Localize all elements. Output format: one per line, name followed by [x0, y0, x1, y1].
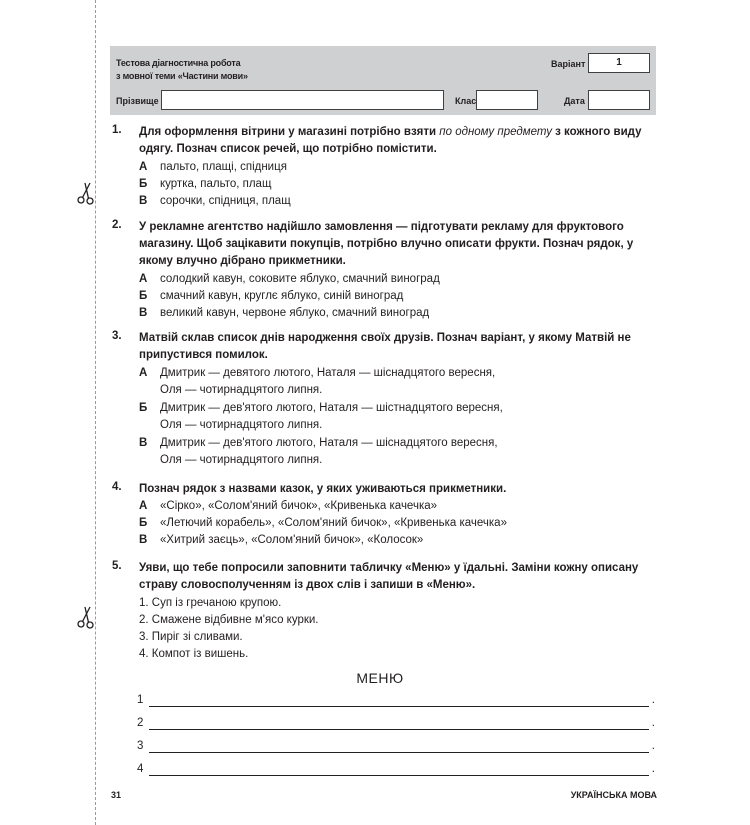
answer-option[interactable]: А Дмитрик — девятого лютого, Наталя — шіснадцятого вересня, Оля — чотирнадцятого липня. — [139, 367, 496, 396]
answer-option[interactable]: В сорочки, спідниця, плащ — [139, 195, 291, 207]
question-text: У рекламне агентство надійшло замовлення — підготувати рекламу для фруктового магазину. Щоб зацікавити покупців, потрібно влучно описати фрукти. Познач рядок, у якому влучно дібрано прикметники. — [139, 221, 634, 267]
menu-entry-line[interactable]: 4 . — [137, 763, 655, 775]
menu-entry-line[interactable]: 2 . — [137, 717, 655, 729]
answer-option[interactable]: Б куртка, пальто, плащ — [139, 178, 272, 190]
dish-description: 1. Суп із гречаною крупою. — [139, 597, 282, 609]
test-header — [110, 46, 656, 115]
title-line: з мовної теми «Частини мови» — [116, 71, 248, 81]
question-text: Познач рядок з назвами казок, у яких уживаються прикметники. — [139, 483, 507, 495]
class-label: Клас — [455, 96, 477, 106]
dish-description: 4. Компот із вишень. — [139, 648, 249, 660]
answer-option[interactable]: Б смачний кавун, круглє яблуко, синій виноград — [139, 290, 404, 302]
question-text: Матвій склав список днів народження своїх друзів. Познач варіант, у якому Матвій не припустився помилок. — [139, 332, 631, 361]
scissors-icon — [76, 606, 98, 630]
question-number: 4. — [112, 481, 122, 493]
surname-label: Прізвище — [116, 96, 159, 106]
answer-option[interactable]: А солодкий кавун, соковите яблуко, смачний виноград — [139, 273, 440, 285]
answer-option[interactable]: В «Хитрий заєць», «Солом'яний бичок», «Колосок» — [139, 534, 424, 546]
dish-description: 3. Пиріг зі сливами. — [139, 631, 243, 643]
menu-title: МЕНЮ — [356, 670, 404, 686]
question-number: 1. — [112, 124, 122, 136]
question-text: Уяви, що тебе попросили заповнити табличку «Меню» у їдальні. Заміни кожну описану страву словосполученням із двох слів і запиши в «Меню». — [139, 562, 639, 591]
answer-option[interactable]: А пальто, плащі, спідниця — [139, 161, 287, 173]
question-number: 5. — [112, 560, 122, 572]
menu-entry-line[interactable]: 3 . — [137, 740, 655, 752]
test-title — [116, 57, 248, 83]
dish-description: 2. Смажене відбивне м'ясо курки. — [139, 614, 319, 626]
answer-option[interactable]: В великий кавун, червоне яблуко, смачний виноград — [139, 307, 430, 319]
subject-label: УКРАЇНСЬКА МОВА — [570, 790, 657, 800]
question-text: Для оформлення вітрини у магазині потрібно взяти по одному предмету з кожного виду одягу. Познач список речей, що потрібно помістити. — [139, 126, 642, 155]
date-label: Дата — [564, 96, 585, 106]
answer-option[interactable]: В Дмитрик — дев'ятого лютого, Наталя — шіснадцятого вересня, Оля — чотирнадцятого липня. — [139, 437, 498, 466]
class-field[interactable] — [476, 90, 538, 110]
date-field[interactable] — [588, 90, 650, 110]
surname-field[interactable] — [161, 90, 444, 110]
scissors-icon — [76, 182, 98, 206]
answer-option[interactable]: А «Сірко», «Солом'яний бичок», «Кривенька качечка» — [139, 500, 438, 512]
answer-option[interactable]: Б «Летючий корабель», «Солом'яний бичок», «Кривенька качечка» — [139, 517, 507, 529]
question-number: 2. — [112, 219, 122, 231]
variant-label: Варіант — [551, 59, 586, 69]
variant-field[interactable]: 1 — [588, 53, 650, 73]
cut-line — [95, 0, 96, 825]
menu-entry-line[interactable]: 1 . — [137, 694, 655, 706]
question-number: 3. — [112, 330, 122, 342]
page-number: 31 — [111, 790, 122, 800]
answer-option[interactable]: Б Дмитрик — дев'ятого лютого, Наталя — шістнадцятого вересня, Оля — чотирнадцятого липня. — [139, 402, 503, 431]
title-line: Тестова діагностична робота — [116, 58, 241, 68]
